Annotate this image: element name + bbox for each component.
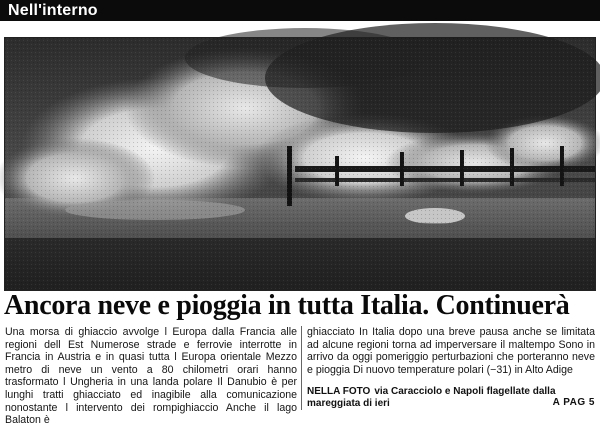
- news-photo: [4, 37, 596, 291]
- storm-seawall-photo: [5, 38, 595, 290]
- page-reference[interactable]: A PAG 5: [552, 397, 595, 408]
- section-label: Nell'interno: [8, 2, 98, 19]
- column-divider: [301, 326, 302, 410]
- article-column-right: ghiacciato In Italia dopo una breve pausa anche se limitata ad alcune regioni torna ad imperversare il maltempo Sono in arrivo da oggi pomeriggio perturbazioni che porteranno neve e pioggia Di nuovo temperature polari (−31) in Alto Adige: [307, 326, 595, 376]
- article-column-left: Una morsa di ghiaccio avvolge l Europa dalla Francia alle regioni dell Est Numerose strade e ferrovie interrotte in Francia in Austria e in quasi tutta l Europa orientale Mezzo metro di neve un vento a 80 chilometri orari hanno trasformato l Ungheria in una landa polare Il Danubio è per lunghi tratti ghiacciato ed inagibile alla comunicazione nonostante l intervento dei rompighiaccio Anche il lago Balaton è: [5, 326, 297, 427]
- headline: Ancora neve e pioggia in tutta Italia. Continuerà: [4, 290, 570, 321]
- caption-text: via Caracciolo e Napoli flagellate dalla mareggiata di ieri: [307, 386, 556, 409]
- section-header-bar: [0, 0, 600, 21]
- caption-lead: NELLA FOTO: [307, 386, 371, 397]
